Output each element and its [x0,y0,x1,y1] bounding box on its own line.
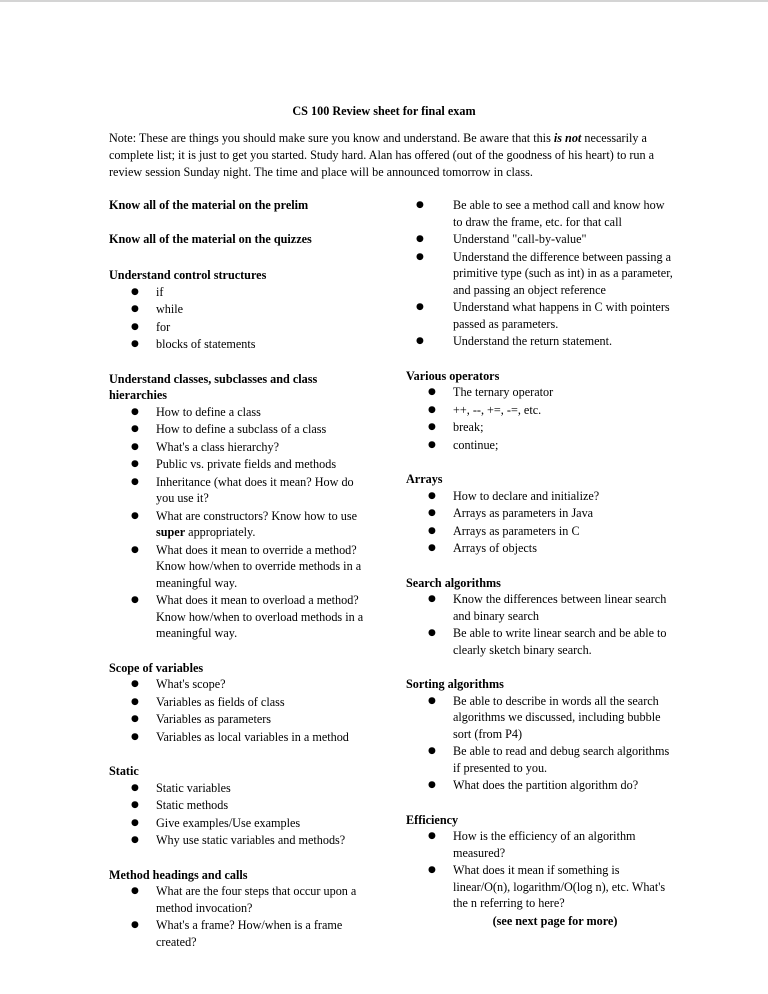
next-page-note: (see next page for more) [492,913,618,928]
prelim-heading: Know all of the material on the prelim [109,198,309,212]
bullet-icon: ● [428,508,436,518]
item-text: ++, --, +=, -=, etc. [453,402,542,417]
bullet-icon: ● [416,251,424,262]
list-item [406,828,674,861]
list-item [406,384,674,401]
bullet-icon: ● [131,595,139,605]
item-text: Understand "call-by-value" [453,232,587,246]
bullet-icon: ● [131,800,139,810]
top-rule [0,0,768,2]
item-text: Inheritance (what does it mean? How do you use it? [156,474,354,505]
list-item [109,883,367,916]
bullet-icon: ● [131,424,139,434]
list-item [406,437,674,454]
bullet-icon: ● [428,439,436,450]
bullet-icon: ● [131,679,139,689]
method-section [109,867,367,951]
section-title: Efficiency [406,812,459,827]
list-item [109,456,367,473]
list-item [109,284,367,301]
list-item [406,743,674,776]
bullet-icon: ● [131,286,139,297]
bullet-icon: ● [131,835,139,845]
search-section [406,575,674,659]
item-text: What does it mean to overload a method? Know how/when to overload methods in a meaningful way. [156,593,364,640]
item-text: What's a class hierarchy? [156,439,279,454]
list-item [406,862,674,912]
bullet-list [109,780,367,849]
section-title: Understand classes, subclasses and class hierarchies [109,371,318,402]
list-item [109,729,367,746]
bullet-icon: ● [131,441,139,452]
bullet-icon: ● [428,780,436,790]
bullet-list [109,284,367,353]
item-text: if [156,284,164,299]
method-continued-section [406,197,674,350]
bullet-icon: ● [428,387,436,397]
bullet-icon: ● [131,782,139,793]
item-text: Give examples/Use examples [156,815,301,830]
item-text: What's scope? [156,677,226,691]
list-item [109,711,367,728]
item-text: Why use static variables and methods? [156,833,346,847]
bullet-icon: ● [416,336,424,346]
item-text: Variables as local variables in a method [156,729,349,744]
item-text: Know the differences between linear search and binary search [453,592,667,623]
item-text: Understand what happens in C with pointers passed as parameters. [453,300,670,331]
item-text: Arrays as parameters in Java [453,506,594,520]
bullet-icon: ● [416,302,424,312]
operators-section [406,368,674,454]
bullet-icon: ● [428,831,436,841]
note-emphasis: is not [553,131,582,145]
item-text: What does it mean to override a method? Know how/when to override methods in a meaningful way. [156,542,362,590]
list-item [109,797,367,814]
bullet-icon: ● [428,746,436,756]
bullet-icon: ● [428,695,436,706]
bullet-list [109,676,367,745]
list-item [406,419,674,436]
bullet-icon: ● [428,422,436,432]
list-item [109,404,367,421]
list-item [109,542,367,592]
bullet-icon: ● [428,594,436,604]
note-text-2: necessarily a complete list; it is just to get you started. Study hard. Alan has offered (out of the goodness of his heart) to run a review session Sunday night. The time and place will be announced tomorrow in class. [109,131,655,179]
bullet-list [406,197,674,350]
list-item [109,917,367,950]
bullet-icon: ● [131,696,139,707]
list-item [109,439,367,456]
item-text: What are the four steps that occur upon a method invocation? [156,884,357,915]
bullet-icon: ● [428,865,436,875]
bullet-icon: ● [131,817,139,828]
page-title: CS 100 Review sheet for final exam [292,104,476,118]
section-title: Various operators [406,368,500,383]
bullet-list [406,828,674,912]
list-item [406,591,674,624]
list-item [406,505,674,522]
item-text: Public vs. private fields and methods [156,457,337,471]
item-text: Be able to write linear search and be able to clearly sketch binary search. [453,626,667,657]
section-title: Sorting algorithms [406,677,504,691]
list-item [406,333,674,350]
bullet-list [406,591,674,658]
item-text [156,509,357,540]
intro-note [109,130,674,181]
list-item [109,421,367,438]
item-text: Arrays of objects [453,541,537,555]
list-item [109,592,367,642]
list-item [109,676,367,693]
item-text: What's a frame? How/when is a frame created? [156,918,343,949]
efficiency-section [406,812,674,930]
list-item [109,301,367,318]
list-item [109,474,367,507]
bullet-icon: ● [428,525,436,536]
bullet-icon: ● [428,628,436,638]
list-item [406,488,674,505]
section-title: Search algorithms [406,575,501,590]
bullet-icon: ● [131,544,139,555]
item-text: for [156,319,171,334]
list-item [109,336,367,353]
bullet-icon: ● [131,339,139,349]
bullet-icon: ● [131,476,139,487]
list-item [406,231,674,248]
item-text: Variables as parameters [156,712,272,726]
list-item [406,299,674,332]
item-text: while [156,302,184,316]
item-text: Understand the return statement. [453,334,613,348]
classes-section [109,371,367,642]
section-title: Arrays [406,472,443,486]
item-text: blocks of statements [156,337,256,351]
bullet-icon: ● [131,920,139,930]
item-text: What does it mean if something is linear/O(n), logarithm/O(log n), etc. What's the n referring to here? [453,863,666,910]
control-section [109,267,367,353]
list-item [109,694,367,711]
list-item [406,777,674,794]
list-item [109,815,367,832]
right-column [406,197,674,947]
bullet-icon: ● [131,406,139,417]
super-keyword: super [156,525,186,539]
quizzes-heading: Know all of the material on the quizzes [109,231,312,246]
bullet-icon: ● [131,459,139,469]
list-item [406,625,674,658]
bullet-icon: ● [131,304,139,314]
item-text: How to define a class [156,404,261,419]
bullet-icon: ● [131,321,139,332]
item-text: Static variables [156,780,231,795]
item-text: Understand the difference between passing a primitive type (such as int) in as a parameter, and passing an object reference [453,249,673,297]
item-text: How is the efficiency of an algorithm measured? [453,829,636,860]
item-text: Variables as fields of class [156,694,285,709]
list-item [406,693,674,743]
section-title: Understand control structures [109,268,267,282]
list-item [109,508,367,541]
ctor-text: What are constructors? Know how to use [156,508,358,523]
list-item [406,197,674,230]
bullet-list [406,384,674,453]
ctor-text-end: appropriately. [185,525,256,539]
list-item [109,319,367,336]
list-item [109,832,367,849]
bullet-icon: ● [131,714,139,724]
bullet-list [109,883,367,950]
note-text-1: Note: These are things you should make sure you know and understand. Be aware that this [109,131,554,145]
item-text: The ternary operator [453,385,554,399]
item-text: Static methods [156,798,229,812]
static-section [109,763,367,849]
bullet-icon: ● [428,490,436,501]
list-item [406,540,674,557]
bullet-icon: ● [416,200,424,210]
bullet-icon: ● [416,234,424,244]
section-title: Method headings and calls [109,867,248,882]
bullet-icon: ● [131,510,139,521]
bullet-icon: ● [428,404,436,415]
scope-section [109,660,367,746]
item-text: Be able to read and debug search algorithms if presented to you. [453,744,670,775]
list-item [406,402,674,419]
item-text: How to declare and initialize? [453,488,600,503]
section-title: Static [109,764,139,778]
arrays-section [406,471,674,557]
bullet-list [406,488,674,557]
item-text: break; [453,420,484,434]
item-text: Be able to describe in words all the search algorithms we discussed, including bubble sort (from P4) [453,693,661,741]
item-text: What does the partition algorithm do? [453,778,639,792]
left-column [109,197,367,968]
item-text: Be able to see a method call and know how to draw the frame, etc. for that call [453,198,665,229]
item-text: continue; [453,437,499,452]
item-text: Arrays as parameters in C [453,523,580,538]
list-item [109,780,367,797]
bullet-list [109,404,367,642]
list-item [406,249,674,299]
bullet-icon: ● [428,543,436,553]
section-title: Scope of variables [109,660,204,675]
list-item [406,523,674,540]
item-text: How to define a subclass of a class [156,422,327,436]
bullet-icon: ● [131,731,139,742]
sorting-section [406,676,674,794]
bullet-list [406,693,674,794]
bullet-icon: ● [131,886,139,896]
